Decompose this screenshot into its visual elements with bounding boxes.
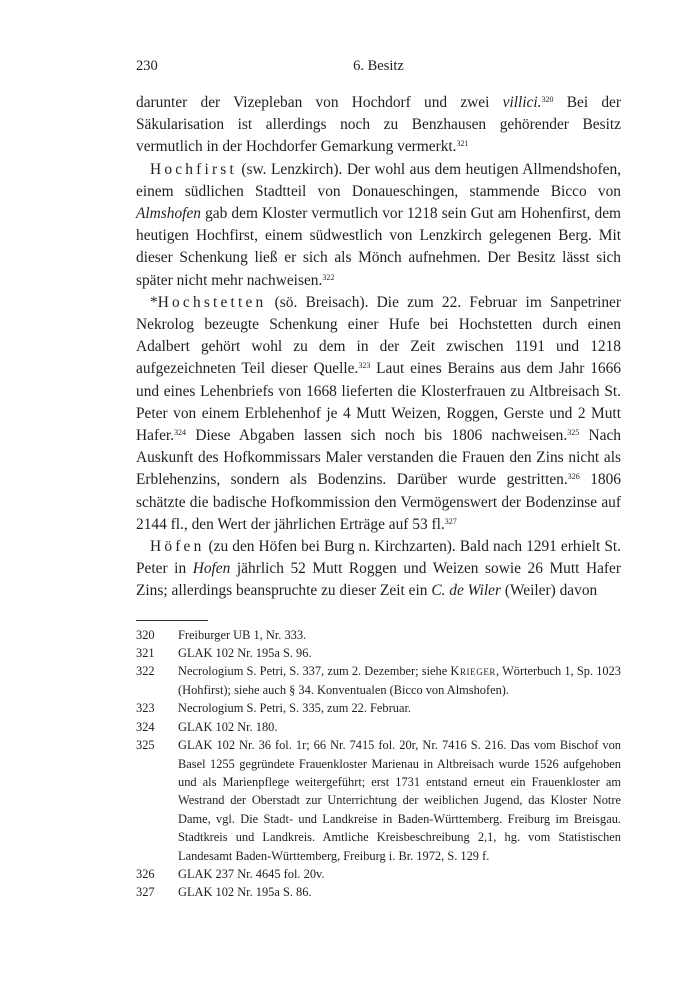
text-run: GLAK 237 Nr. 4645 fol. 20v. [178,866,325,881]
text-run: GLAK 102 Nr. 180. [178,719,278,734]
paragraph [136,536,621,603]
text-run: Freiburger UB 1, Nr. 333. [178,627,307,642]
main-text [136,92,621,603]
footnote [136,883,621,901]
footnote-ref[interactable]: 324 [174,428,187,438]
footnote-ref[interactable]: 327 [444,516,457,526]
text-run: Hofen [192,560,231,578]
text-run: Necrologium S. Petri, S. 337, zum 2. Dezember; siehe [178,664,451,679]
footnote [136,626,621,644]
footnote [136,736,621,865]
paragraph [136,159,621,292]
footnote-ref[interactable]: 326 [567,472,580,482]
text-run: Laut eines Berains aus dem Jahr 1666 und eines Lehenbriefs von 1668 lieferten die Klosterfrauen zu Altbreisach St. Peter von einem Erblehenhof je 4 Mutt Weizen, Roggen, Gerste und 2 Mutt Hafer. [136,360,621,445]
footnote-ref[interactable]: 321 [456,139,469,149]
footnote-text [178,865,621,883]
place-heading: Hochstetten [157,293,267,311]
text-run: Krieger [450,664,497,679]
footnote-ref[interactable]: 322 [322,272,335,282]
footnote-number: 327 [136,885,155,900]
footnote-text [178,699,621,717]
text-run: Diese Abgaben lassen sich noch bis 1806 nachweisen. [186,427,568,445]
text-run: Nach Auskunft des Hofkommissars Maler verstanden die Frauen den Zins nicht als Erblehenzins, sondern als Bodenzins. Darüber wurde gestritten. [136,427,621,489]
text-run: darunter der Vizepleban von Hochdorf und zwei [136,94,503,111]
text-run: (zu den Höfen bei Burg n. Kirchzarten). Bald nach 1291 erhielt St. Peter in [136,538,621,578]
footnote-ref[interactable]: 325 [567,428,580,438]
text-run: C. de Wiler [431,582,502,600]
footnote-text [178,644,621,662]
text-run: (sw. Lenzkirch). Der wohl aus dem heutigen Allmendshofen, einem südlichen Stadtteil von Donaueschingen, stammende Bicco von [136,160,621,200]
footnote-text [178,883,621,901]
footnote-number: 326 [136,866,155,881]
footnote [136,718,621,736]
footnote-number: 325 [136,738,155,753]
footnote-text [178,662,621,699]
footnote [136,644,621,662]
running-head: 6. Besitz [353,58,404,74]
footnote [136,699,621,717]
text-run: 1806 schätzte die badische Hofkommission den Vermögenswert der Bodenzinse auf 2144 fl., den Wert der jährlichen Erträge auf 53 fl. [136,471,621,533]
text-run: villici. [502,94,542,111]
place-heading: Höfen [150,538,205,556]
footnote [136,662,621,699]
footnote-number: 323 [136,701,155,716]
place-heading: Hochfirst [150,160,237,178]
footnote-number: 320 [136,627,155,642]
text-run: gab dem Kloster vermutlich vor 1218 sein Gut am Hohenfirst, dem heutigen Hochfirst, einem südwestlich von Lenzkirch gelegenen Berg. Mit dieser Schenkung ließ er sich als Mönch aufnehmen. Der Besitz lässt sich später nicht mehr nachweisen. [136,205,621,289]
paragraph [136,92,621,159]
footnote-number: 321 [136,646,155,661]
text-run: jährlich 52 Mutt Roggen und Weizen sowie 26 Mutt Hafer Zins; allerdings beanspruchte zu dieser Zeit ein [136,560,621,600]
text-run: (Weiler) davon [501,582,598,600]
text-run: GLAK 102 Nr. 195a S. 96. [178,646,312,661]
book-page [136,58,621,902]
text-run: Necrologium S. Petri, S. 335, zum 22. Februar. [178,701,411,716]
footnote [136,865,621,883]
footnote-separator [136,620,208,621]
page-header [136,58,621,82]
footnote-number: 324 [136,719,155,734]
footnote-text [178,718,621,736]
text-run: , Wörterbuch 1, Sp. 1023 (Hohfirst); siehe auch § 34. Konventualen (Bicco von Almshofen). [178,664,621,697]
text-run: GLAK 102 Nr. 36 fol. 1r; 66 Nr. 7415 fol. 20r, Nr. 7416 S. 216. Das vom Bischof von Basel 1255 gegründete Frauenkloster Marienau in Altbreisach wurde 1526 aufgehoben und als Marienpflege weitergeführt; erst 1731 entstand erneut ein Frauenkloster am Westrand der Oberstadt zur Unterrichtung der weiblichen Jugend, das Kloster Notre Dame, vgl. Die Stadt- und Landkreise in Baden-Württemberg. Freiburg im Breisgau. Stadtkreis und Landkreis. Amtliche Kreisbeschreibung 2,1, hg. vom Statistischen Landesamt Baden-Württemberg, Freiburg i. Br. 1972, S. 129 f. [178,738,621,863]
text-run: (sö. Breisach). Die zum 22. Februar im Sanpetriner Nekrolog bezeugte Schenkung einer Hufe bei Hochstetten durch einen Adalbert gehört wohl zu dem in der Zeit zwischen 1191 und 1218 aufgezeichneten Teil dieser Quelle. [136,293,621,378]
footnote-ref[interactable]: 323 [358,361,371,371]
footnote-number: 322 [136,664,155,679]
text-run: GLAK 102 Nr. 195a S. 86. [178,885,312,900]
text-run: * [150,293,158,311]
footnote-text [178,736,621,865]
paragraph [136,292,621,536]
page-number: 230 [136,58,158,74]
text-run: Bei der Säkularisation ist allerdings noch zu Benzhausen gehörender Besitz vermutlich in der Hochdorfer Gemarkung vermerkt. [136,94,621,156]
footnote-ref[interactable]: 320 [541,95,554,104]
text-run: Almshofen [136,205,201,223]
footnotes [136,626,621,902]
footnote-text [178,626,621,644]
